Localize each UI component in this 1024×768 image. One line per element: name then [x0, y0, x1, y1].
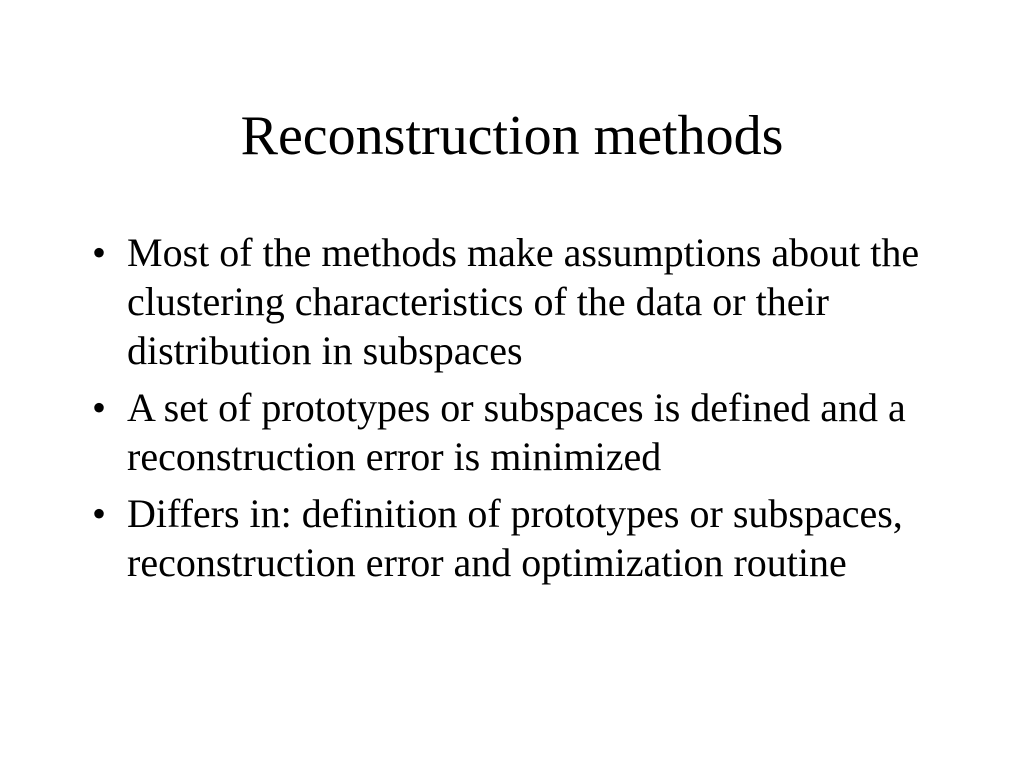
bullet-item	[84, 489, 944, 587]
bullet-icon: •	[91, 230, 106, 275]
bullet-text: Differs in: definition of prototypes or subspaces, reconstruction error and optimization routine	[127, 491, 903, 585]
bullet-item	[84, 228, 944, 375]
bullet-text: Most of the methods make assumptions about the clustering characteristics of the data or their distribution in subspaces	[127, 230, 920, 373]
bullet-icon: •	[91, 385, 106, 430]
slide-title: Reconstruction methods	[240, 105, 784, 167]
bullet-text: A set of prototypes or subspaces is defined and a reconstruction error is minimized	[127, 385, 906, 479]
bullet-list	[84, 228, 944, 595]
bullet-icon: •	[91, 491, 106, 536]
bullet-item	[84, 383, 944, 481]
